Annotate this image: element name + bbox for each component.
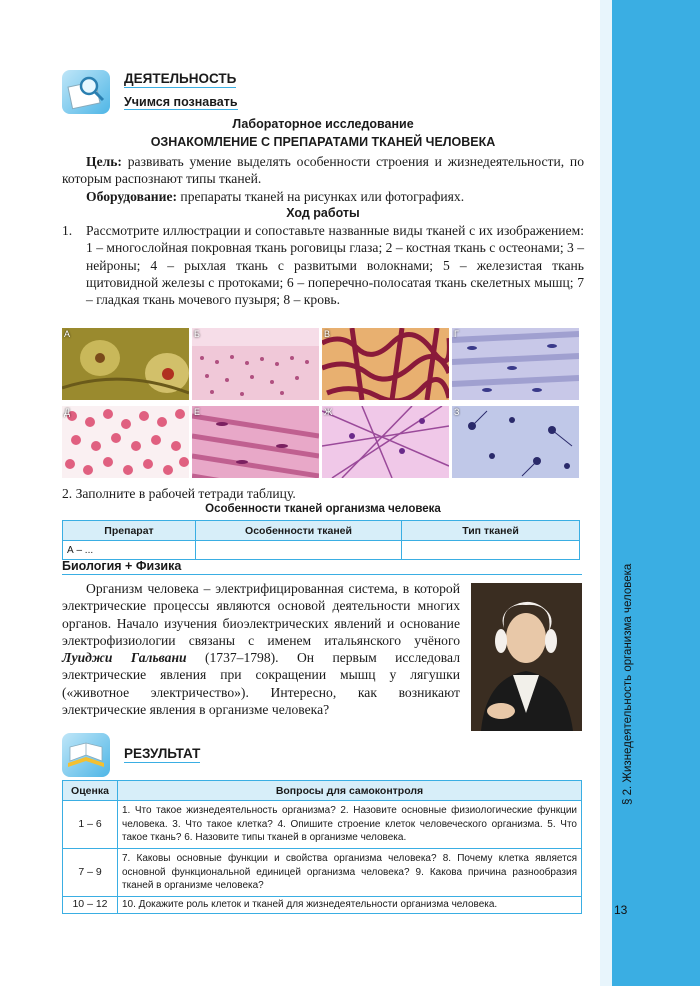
bio-physics-heading: Биология + Физика	[62, 559, 582, 575]
grade-cell: 1 – 6	[63, 801, 118, 849]
bio-text-after: (1737–1798). Он первым исследовал электрические явления при сокращении мышц у лягушки («животное электричество»). Интересно, как возникают электрические явления в организме человека?	[62, 650, 460, 718]
goal-label: Цель:	[86, 154, 122, 169]
tissue-image-g	[452, 328, 579, 400]
tissue-label-d: Д	[64, 407, 71, 417]
equipment-text: препараты тканей на рисунках или фотографиях.	[177, 189, 465, 204]
activity-subheading: Учимся познавать	[124, 95, 238, 109]
tissue-image-v	[322, 328, 449, 400]
page-number: 13	[614, 903, 628, 917]
tissue-table-caption: Особенности тканей организма человека	[205, 503, 441, 515]
result-heading: РЕЗУЛЬТАТ	[124, 746, 201, 761]
tissue-label-a: А	[64, 329, 71, 339]
scientist-name: Луиджи Гальвани	[62, 650, 187, 666]
step-1-number: 1.	[62, 223, 73, 238]
step-2: 2. Заполните в рабочей тетради таблицу.	[62, 486, 296, 501]
bio-text-before: Организм человека – электрифицированная система, в которой электрические процессы являются основой деятельности многих органов. Начало изучения биоэлектрических явлений и основание электрофизиологии связаны с именем итальянского учёного	[62, 581, 460, 648]
tissue-table	[62, 520, 580, 560]
equipment-label: Оборудование:	[86, 189, 178, 204]
tissue-label-z: З	[454, 407, 460, 417]
tissue-label-v: В	[324, 329, 331, 339]
self-check-row	[63, 801, 582, 849]
self-check-table	[62, 780, 582, 914]
sidebar-band	[600, 0, 700, 986]
goal-paragraph	[62, 153, 584, 188]
self-check-row	[63, 897, 582, 914]
lab-label: Лабораторное исследование	[232, 117, 414, 131]
tissue-table-cell	[196, 541, 402, 560]
grade-cell: 10 – 12	[63, 897, 118, 914]
goal-text: развивать умение выделять особенности строения и жизнедеятельности, по которым распознают типы тканей.	[62, 154, 584, 187]
magnifier-icon	[62, 70, 110, 114]
questions-cell: 10. Докажите роль клеток и тканей для жизнедеятельности организма человека.	[118, 897, 582, 914]
tissue-image-d	[62, 406, 189, 478]
questions-cell: 1. Что такое жизнедеятельность организма? 2. Назовите основные физиологические функции человека. 3. Что такое клетка? 4. Опишите строение клеток человеческого организма. 5. Что такое ткань? 6. Назовите типы тканей в организме человека.	[118, 801, 582, 849]
step-1-text: Рассмотрите иллюстрации и сопоставьте названные виды тканей с их изображением: 1 – многослойная покровная ткань роговицы глаза; 2 – костная ткань с остеонами; 3 – нейроны; 4 – рыхлая ткань с развитыми волокнами; 5 – железистая ткань щитовидной железы с протоками; 6 – поперечно-полосатая ткань скелетных мышц; 7 – гладкая ткань мочевого пузыря; 8 – кровь.	[86, 223, 584, 308]
procedure-title: Ход работы	[286, 206, 360, 220]
self-check-header-questions: Вопросы для самоконтроля	[118, 781, 582, 801]
step-1	[62, 222, 584, 308]
tissue-image-a	[62, 328, 189, 400]
tissue-image-e	[192, 406, 319, 478]
section-title: § 2. Жизнедеятельность организма человека	[622, 563, 634, 805]
lab-title: ОЗНАКОМЛЕНИЕ С ПРЕПАРАТАМИ ТКАНЕЙ ЧЕЛОВЕКА	[150, 135, 496, 149]
tissue-label-b: Б	[194, 329, 200, 339]
sidebar-inner-strip	[600, 0, 612, 986]
tissue-image-grid	[62, 328, 578, 478]
tissue-label-e: Е	[194, 407, 201, 417]
tissue-table-cell	[402, 541, 580, 560]
tissue-label-zh: Ж	[324, 407, 333, 417]
equipment-paragraph	[62, 188, 584, 205]
activity-heading: ДЕЯТЕЛЬНОСТЬ	[124, 71, 237, 86]
grade-cell: 7 – 9	[63, 849, 118, 897]
galvani-portrait	[471, 583, 582, 731]
tissue-table-header-features: Особенности тканей	[196, 521, 402, 541]
self-check-header-grade: Оценка	[63, 781, 118, 801]
bio-physics-text	[62, 580, 460, 718]
tissue-image-zh	[322, 406, 449, 478]
tissue-image-z	[452, 406, 579, 478]
book-icon	[62, 733, 110, 777]
tissue-image-b	[192, 328, 319, 400]
tissue-table-header-type: Тип тканей	[402, 521, 580, 541]
tissue-table-cell: А – ...	[63, 541, 196, 560]
self-check-row	[63, 849, 582, 897]
tissue-label-g: Г	[454, 329, 459, 339]
tissue-table-header-preparation: Препарат	[63, 521, 196, 541]
questions-cell: 7. Каковы основные функции и свойства организма человека? 8. Почему клетка является основной функциональной единицей организма человека? 9. Какова причина разнообразия тканей в организме человека?	[118, 849, 582, 897]
